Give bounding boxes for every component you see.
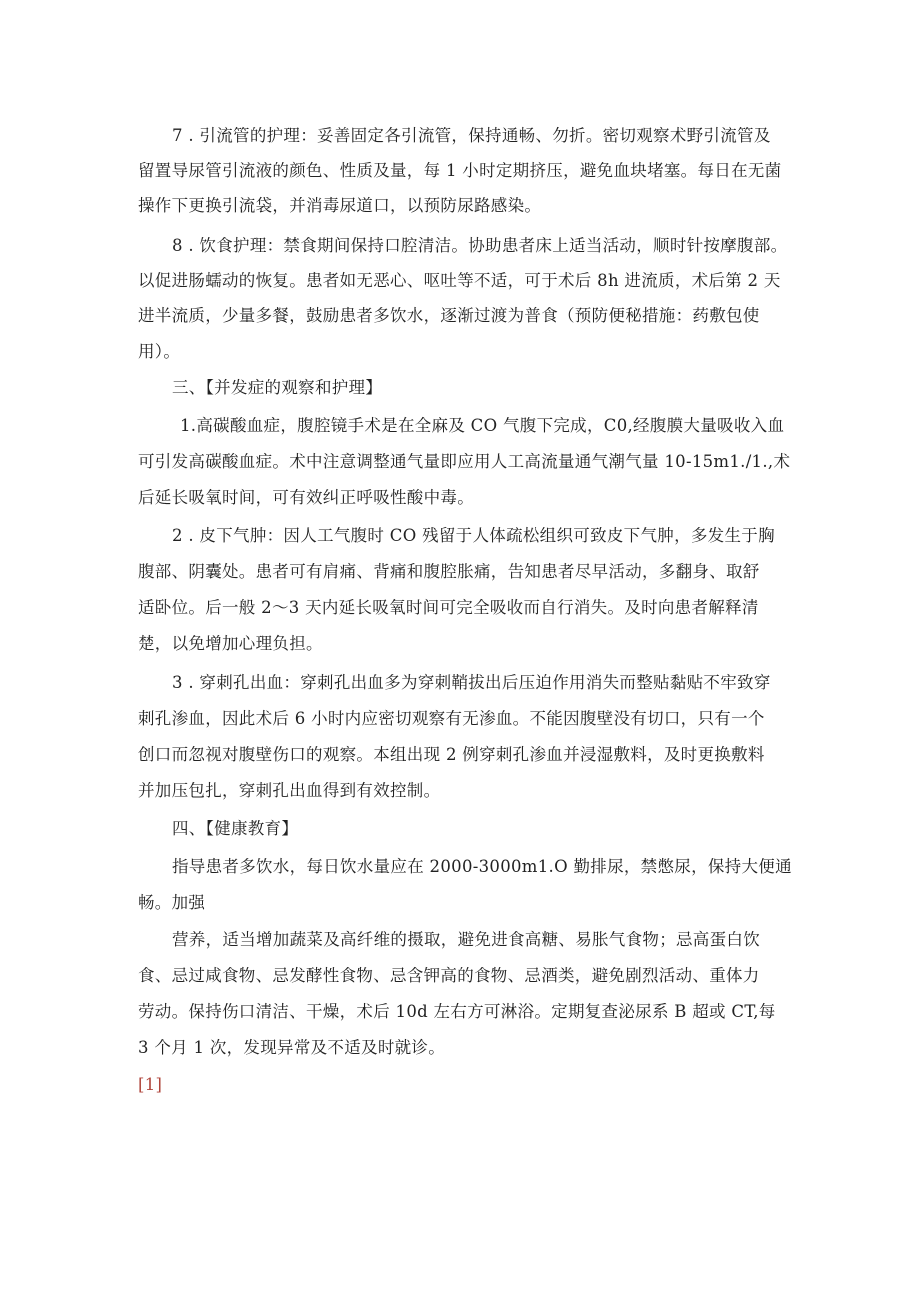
text-line: 以促进肠蠕动的恢复。患者如无恶心、呕吐等不适，可于术后 8h 进流质，术后第 2 天	[138, 271, 781, 290]
text-line: 3 个月 1 次，发现异常及不适及时就诊。	[138, 1038, 446, 1057]
text-line: 3 . 穿刺孔出血：穿刺孔出血多为穿刺鞘拔出后压迫作用消失而整贴黏贴不牢致穿	[172, 673, 771, 692]
text-line: 并加压包扎，穿刺孔出血得到有效控制。	[138, 781, 441, 800]
text-line: 畅。加强	[138, 893, 206, 912]
text-line: 食、忌过咸食物、忌发酵性食物、忌含钾高的食物、忌酒类，避免剧烈活动、重体力	[138, 966, 760, 985]
text-line: 刺孔渗血，因此术后 6 小时内应密切观察有无渗血。不能因腹壁没有切口，只有一个	[138, 709, 765, 728]
text-line: 创口而忽视对腹壁伤口的观察。本组出现 2 例穿刺孔渗血并浸湿敷料，及时更换敷料	[138, 745, 765, 764]
section-heading: 三、【并发症的观察和护理】	[172, 378, 383, 397]
reference-link[interactable]: [1]	[138, 1075, 163, 1094]
text-line: 指导患者多饮水，每日饮水量应在 2000-3000m1.O 勤排尿，禁憋尿，保持大便通	[172, 857, 792, 876]
text-line: 1.高碳酸血症，腹腔镜手术是在全麻及 CO 气腹下完成，C0,经腹膜大量吸收入血	[180, 416, 785, 435]
text-line: 可引发高碳酸血症。术中注意调整通气量即应用人工高流量通气潮气量 10-15m1./1.,术	[138, 452, 791, 471]
text-line: 楚，以免增加心理负担。	[138, 634, 323, 653]
text-line: 进半流质，少量多餐，鼓励患者多饮水，逐渐过渡为普食（预防便秘措施：药敷包使	[138, 306, 760, 325]
text-line: 操作下更换引流袋，并消毒尿道口，以预防尿路感染。	[138, 196, 542, 215]
text-line: 营养，适当增加蔬菜及高纤维的摄取，避免进食高糖、易胀气食物；忌高蛋白饮	[172, 930, 760, 949]
text-line: 后延长吸氧时间，可有效纠正呼吸性酸中毒。	[138, 488, 474, 507]
text-line: 用）。	[138, 342, 181, 361]
text-line: 8 . 饮食护理：禁食期间保持口腔清洁。协助患者床上适当活动，顺时针按摩腹部。	[172, 236, 788, 255]
section-heading: 四、【健康教育】	[172, 819, 299, 838]
text-line: 2 . 皮下气肿：因人工气腹时 CO 残留于人体疏松组织可致皮下气肿，多发生于胸	[172, 526, 775, 545]
text-line: 7 . 引流管的护理：妥善固定各引流管，保持通畅、勿折。密切观察术野引流管及	[172, 126, 771, 145]
text-line: 腹部、阴囊处。患者可有肩痛、背痛和腹腔胀痛，告知患者尽早活动，多翻身、取舒	[138, 562, 760, 581]
text-line: 适卧位。后一般 2～3 天内延长吸氧时间可完全吸收而自行消失。及时向患者解释清	[138, 598, 759, 617]
text-line: 劳动。保持伤口清洁、干燥，术后 10d 左右方可淋浴。定期复查泌尿系 B 超或 CT,每	[138, 1002, 776, 1021]
text-line: 留置导尿管引流液的颜色、性质及量，每 1 小时定期挤压，避免血块堵塞。每日在无菌	[138, 161, 782, 180]
